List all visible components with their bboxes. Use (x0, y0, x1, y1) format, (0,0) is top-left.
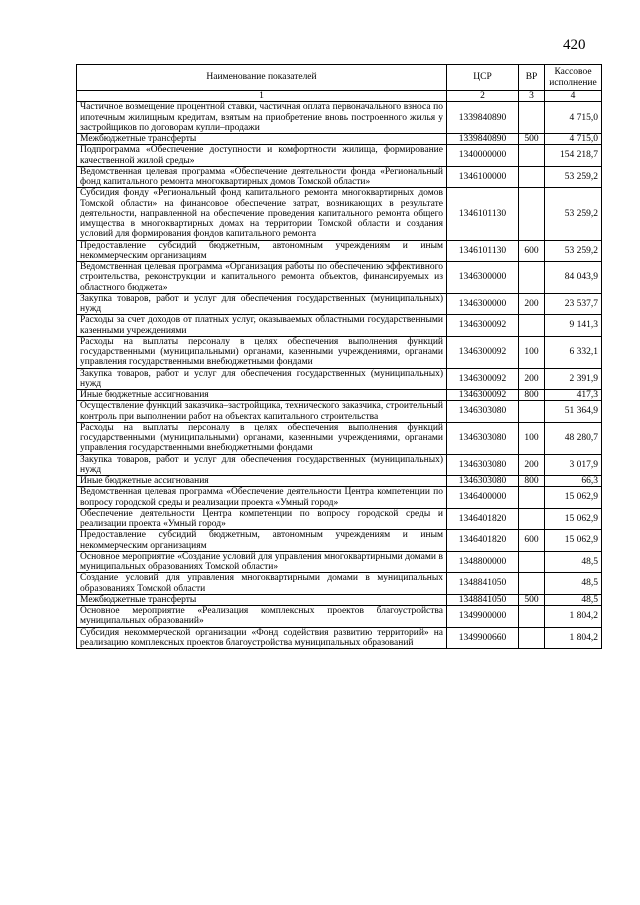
row-name-cell: Закупка товаров, работ и услуг для обеспечения государственных (муниципальных) нужд (77, 454, 447, 476)
row-name-cell: Иные бюджетные ассигнования (77, 390, 447, 401)
row-sum-cell: 48,5 (545, 594, 602, 605)
row-sum-cell: 3 017,9 (545, 454, 602, 476)
row-name-cell: Основное мероприятие «Создание условий для управления многоквартирными домами в муниципальных образованиях Томской области» (77, 551, 447, 573)
row-name-cell: Подпрограмма «Обеспечение доступности и комфортности жилища, формирование качественной жилой среды» (77, 145, 447, 167)
row-vr-cell (519, 551, 545, 573)
table-row (77, 368, 602, 390)
table-row (77, 188, 602, 240)
row-vr-cell: 500 (519, 594, 545, 605)
row-csr-cell: 1346101130 (447, 188, 519, 240)
page-number: 420 (563, 37, 586, 53)
column-numbers-row (77, 91, 602, 102)
row-vr-cell (519, 573, 545, 595)
row-sum-cell: 6 332,1 (545, 336, 602, 368)
row-vr-cell (519, 487, 545, 509)
row-csr-cell: 1349900000 (447, 606, 519, 628)
table-body (77, 102, 602, 649)
row-csr-cell: 1346401820 (447, 508, 519, 530)
row-csr-cell: 1346303080 (447, 422, 519, 454)
table-row (77, 454, 602, 476)
row-sum-cell: 417,3 (545, 390, 602, 401)
row-sum-cell: 15 062,9 (545, 508, 602, 530)
column-header-vr: ВР (519, 65, 545, 91)
table-row (77, 401, 602, 423)
row-sum-cell: 53 259,2 (545, 166, 602, 188)
table-row (77, 476, 602, 487)
table-row (77, 262, 602, 294)
row-sum-cell: 154 218,7 (545, 145, 602, 167)
row-name-cell: Создание условий для управления многоквартирными домами в муниципальных образованиях Томской области (77, 573, 447, 595)
row-vr-cell: 500 (519, 134, 545, 145)
row-name-cell: Субсидия фонду «Региональный фонд капитального ремонта многоквартирных домов Томской области» на финансовое обеспечение затрат, возникающих в результате деятельности, направленной на обеспечение проведения капитального ремонта общего имущества в многоквартирных домах на территории Томской области и создания условий для формирования фондов капитального ремонта (77, 188, 447, 240)
budget-execution-table (76, 64, 602, 649)
row-name-cell: Основное мероприятие «Реализация комплексных проектов благоустройства муниципальных образований» (77, 606, 447, 628)
table-row (77, 422, 602, 454)
row-vr-cell: 800 (519, 476, 545, 487)
table-row (77, 336, 602, 368)
row-csr-cell: 1346101130 (447, 240, 519, 262)
row-vr-cell: 200 (519, 368, 545, 390)
row-vr-cell (519, 262, 545, 294)
row-csr-cell: 1339840890 (447, 102, 519, 134)
row-sum-cell: 23 537,7 (545, 293, 602, 315)
row-vr-cell: 800 (519, 390, 545, 401)
row-sum-cell: 9 141,3 (545, 315, 602, 337)
column-header-csr: ЦСР (447, 65, 519, 91)
table-row (77, 530, 602, 552)
table-row (77, 293, 602, 315)
row-name-cell: Иные бюджетные ассигнования (77, 476, 447, 487)
row-csr-cell: 1346300000 (447, 293, 519, 315)
row-vr-cell (519, 188, 545, 240)
column-number: 1 (77, 91, 447, 102)
row-sum-cell: 4 715,0 (545, 102, 602, 134)
table-row (77, 102, 602, 134)
row-vr-cell: 100 (519, 422, 545, 454)
row-csr-cell: 1346300092 (447, 368, 519, 390)
row-csr-cell: 1339840890 (447, 134, 519, 145)
row-sum-cell: 51 364,9 (545, 401, 602, 423)
table-header-row (77, 65, 602, 91)
table-row (77, 240, 602, 262)
row-vr-cell: 200 (519, 454, 545, 476)
row-vr-cell (519, 166, 545, 188)
row-name-cell: Субсидия некоммерческой организации «Фонд содействия развитию территорий» на реализацию комплексных проектов благоустройства муниципальных образований (77, 627, 447, 649)
table-row (77, 551, 602, 573)
row-vr-cell (519, 145, 545, 167)
row-vr-cell: 100 (519, 336, 545, 368)
row-csr-cell: 1346400000 (447, 487, 519, 509)
row-csr-cell: 1346303080 (447, 454, 519, 476)
row-name-cell: Частичное возмещение процентной ставки, частичная оплата первоначального взноса по ипотечным жилищным кредитам, взятым на приобретение вновь построенного жилья у застройщиков по договорам купли–продажи (77, 102, 447, 134)
table-row (77, 166, 602, 188)
row-vr-cell: 600 (519, 530, 545, 552)
row-csr-cell: 1346100000 (447, 166, 519, 188)
row-name-cell: Предоставление субсидий бюджетным, автономным учреждениям и иным некоммерческим организациям (77, 530, 447, 552)
column-header-name: Наименование показателей (77, 65, 447, 91)
table-row (77, 508, 602, 530)
row-sum-cell: 2 391,9 (545, 368, 602, 390)
row-csr-cell: 1346401820 (447, 530, 519, 552)
row-csr-cell: 1346303080 (447, 401, 519, 423)
row-name-cell: Расходы на выплаты персоналу в целях обеспечения выполнения функций государственными (муниципальными) органами, казенными учреждениями, органами управления государственными внебюджетными фондами (77, 336, 447, 368)
row-sum-cell: 15 062,9 (545, 530, 602, 552)
row-sum-cell: 48 280,7 (545, 422, 602, 454)
row-sum-cell: 48,5 (545, 551, 602, 573)
row-sum-cell: 48,5 (545, 573, 602, 595)
row-name-cell: Ведомственная целевая программа «Обеспечение деятельности Центра компетенции по вопросу городской среды и реализации проекта «Умный город» (77, 487, 447, 509)
row-sum-cell: 66,3 (545, 476, 602, 487)
row-csr-cell: 1346300000 (447, 262, 519, 294)
row-name-cell: Закупка товаров, работ и услуг для обеспечения государственных (муниципальных) нужд (77, 368, 447, 390)
column-number: 4 (545, 91, 602, 102)
table-row (77, 487, 602, 509)
row-name-cell: Предоставление субсидий бюджетным, автономным учреждениям и иным некоммерческим организациям (77, 240, 447, 262)
table-row (77, 390, 602, 401)
row-name-cell: Осуществление функций заказчика–застройщика, технического заказчика, строительный контроль при выполнении работ на объектах капитального строительства (77, 401, 447, 423)
row-name-cell: Закупка товаров, работ и услуг для обеспечения государственных (муниципальных) нужд (77, 293, 447, 315)
row-sum-cell: 15 062,9 (545, 487, 602, 509)
row-vr-cell: 200 (519, 293, 545, 315)
row-csr-cell: 1348800000 (447, 551, 519, 573)
row-vr-cell (519, 627, 545, 649)
table-row (77, 594, 602, 605)
row-vr-cell (519, 508, 545, 530)
row-name-cell: Обеспечение деятельности Центра компетенции по вопросу городской среды и реализации проекта «Умный город» (77, 508, 447, 530)
row-sum-cell: 1 804,2 (545, 627, 602, 649)
table-row (77, 134, 602, 145)
table-row (77, 573, 602, 595)
row-name-cell: Ведомственная целевая программа «Обеспечение деятельности фонда «Региональный фонд капитального ремонта многоквартирных домов Томской области» (77, 166, 447, 188)
row-name-cell: Межбюджетные трансферты (77, 134, 447, 145)
row-sum-cell: 4 715,0 (545, 134, 602, 145)
row-sum-cell: 53 259,2 (545, 240, 602, 262)
row-csr-cell: 1346300092 (447, 390, 519, 401)
column-number: 3 (519, 91, 545, 102)
table-row (77, 606, 602, 628)
row-vr-cell (519, 102, 545, 134)
row-csr-cell: 1349900660 (447, 627, 519, 649)
row-name-cell: Расходы за счет доходов от платных услуг, оказываемых областными государственными казенными учреждениями (77, 315, 447, 337)
row-sum-cell: 53 259,2 (545, 188, 602, 240)
column-number: 2 (447, 91, 519, 102)
row-csr-cell: 1346303080 (447, 476, 519, 487)
row-vr-cell (519, 315, 545, 337)
row-name-cell: Ведомственная целевая программа «Организация работы по обеспечению эффективного строительства, реконструкции и капитального ремонта объектов, финансируемых из областного бюджета» (77, 262, 447, 294)
table-row (77, 627, 602, 649)
table-row (77, 145, 602, 167)
row-vr-cell (519, 606, 545, 628)
row-sum-cell: 84 043,9 (545, 262, 602, 294)
row-name-cell: Расходы на выплаты персоналу в целях обеспечения выполнения функций государственными (муниципальными) органами, казенными учреждениями, органами управления государственными внебюджетными фондами (77, 422, 447, 454)
row-sum-cell: 1 804,2 (545, 606, 602, 628)
row-csr-cell: 1348841050 (447, 594, 519, 605)
row-vr-cell (519, 401, 545, 423)
row-csr-cell: 1348841050 (447, 573, 519, 595)
row-csr-cell: 1346300092 (447, 315, 519, 337)
row-vr-cell: 600 (519, 240, 545, 262)
row-csr-cell: 1346300092 (447, 336, 519, 368)
column-header-sum: Кассовое исполнение (545, 65, 602, 91)
row-name-cell: Межбюджетные трансферты (77, 594, 447, 605)
row-csr-cell: 1340000000 (447, 145, 519, 167)
table-row (77, 315, 602, 337)
